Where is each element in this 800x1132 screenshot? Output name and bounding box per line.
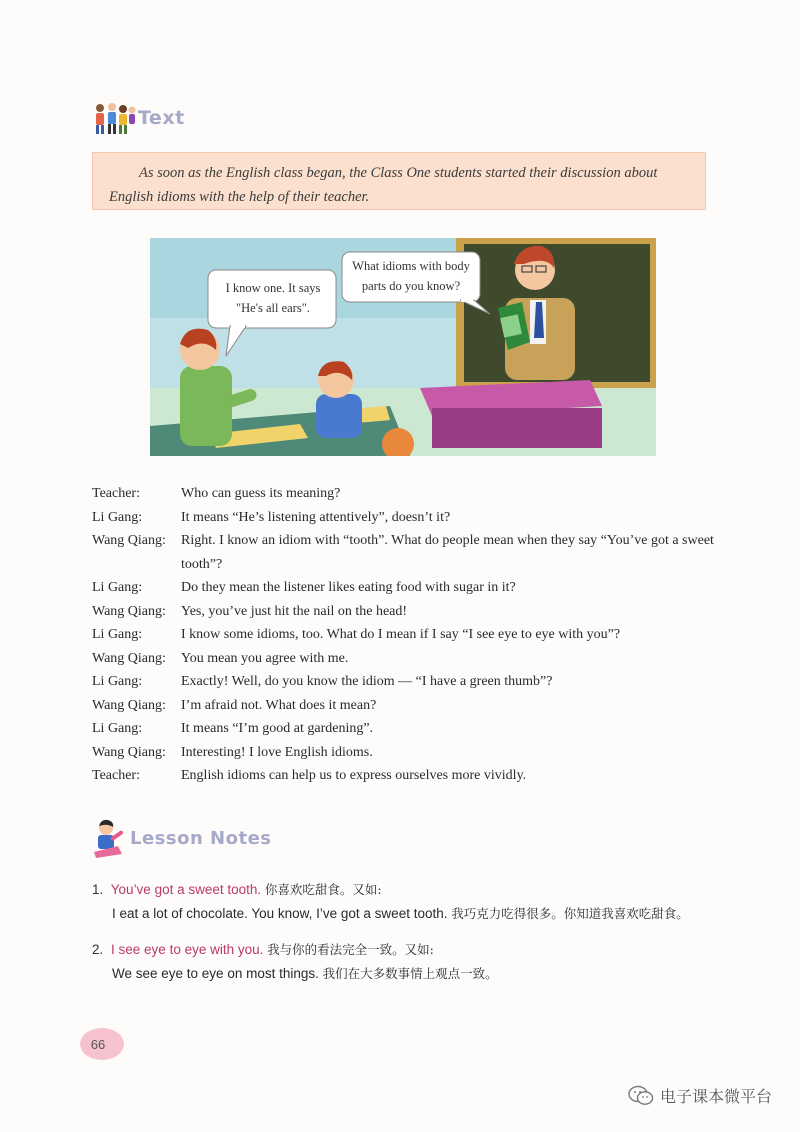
note-example-translation: 我们在大多数事情上观点一致。 xyxy=(322,966,498,981)
speaker: Wang Qiang: xyxy=(92,650,166,666)
speech: I’m afraid not. What does it mean? xyxy=(181,697,377,713)
watermark-text: 电子课本微平台 xyxy=(659,1087,772,1106)
speech: You mean you agree with me. xyxy=(181,650,349,666)
dialogue-line xyxy=(92,600,722,624)
speaker: Li Gang: xyxy=(92,627,143,642)
note-gloss: 我与你的看法完全一致。又如: xyxy=(267,942,434,957)
note-phrase: I see eye to eye with you. xyxy=(111,942,264,957)
speech: Right. I know an idiom with “tooth”. What do people mean when they say “You’ve got a sweet tooth”? xyxy=(181,533,714,572)
note-example: I eat a lot of chocolate. You know, I’ve got a sweet tooth. xyxy=(112,906,448,921)
dialogue-line xyxy=(92,529,722,576)
note-number: 2. xyxy=(92,942,104,957)
note-gloss: 你喜欢吃甜食。又如: xyxy=(264,882,382,897)
note-item xyxy=(92,878,722,926)
dialogue-line xyxy=(92,741,722,765)
note-item xyxy=(92,938,722,986)
speaker: Li Gang: xyxy=(92,509,143,525)
speech: It means “I’m good at gardening”. xyxy=(181,721,374,736)
lesson-notes-title: Lesson Notes xyxy=(130,827,272,849)
wechat-icon xyxy=(628,1085,654,1107)
dialogue xyxy=(92,482,722,788)
dialogue-line xyxy=(92,670,722,694)
intro-text: As soon as the English class began, the Class One students started their discussion about English idioms with the help of their teacher. xyxy=(109,165,658,205)
text-section-title: Text xyxy=(138,107,185,129)
student-speech-bubble: I know one. It says "He's all ears". xyxy=(225,281,321,315)
speaker: Wang Qiang: xyxy=(92,533,166,548)
speech: Exactly! Well, do you know the idiom — “I have a green thumb”? xyxy=(181,674,553,689)
speaker: Wang Qiang: xyxy=(92,744,166,760)
speaker: Teacher: xyxy=(92,486,140,501)
lesson-notes xyxy=(92,878,722,998)
dialogue-line xyxy=(92,482,722,506)
note-phrase: You’ve got a sweet tooth. xyxy=(110,882,262,897)
text-section-heading xyxy=(92,100,185,136)
page-number xyxy=(80,1028,124,1060)
speaker: Wang Qiang: xyxy=(92,603,166,619)
speech: Yes, you’ve just hit the nail on the head! xyxy=(181,603,408,619)
dialogue-line xyxy=(92,694,722,718)
note-number: 1. xyxy=(92,882,104,897)
dialogue-line xyxy=(92,623,722,647)
speech: Do they mean the listener likes eating food with sugar in it? xyxy=(181,580,516,595)
speaker: Teacher: xyxy=(92,768,140,783)
speaker: Li Gang: xyxy=(92,721,143,736)
speech: Who can guess its meaning? xyxy=(181,486,341,501)
teacher-speech-bubble: What idioms with body parts do you know? xyxy=(352,259,470,293)
note-example: We see eye to eye on most things. xyxy=(112,966,319,981)
students-group-icon xyxy=(92,100,136,136)
speaker: Li Gang: xyxy=(92,580,143,595)
dialogue-line xyxy=(92,506,722,530)
lesson-notes-heading xyxy=(92,818,272,858)
note-example-translation: 我巧克力吃得很多。你知道我喜欢吃甜食。 xyxy=(451,906,689,921)
page-number-text: 66 xyxy=(90,1036,106,1052)
speech: Interesting! I love English idioms. xyxy=(181,744,373,760)
speaker: Wang Qiang: xyxy=(92,697,166,713)
intro-box xyxy=(92,152,706,210)
speech: I know some idioms, too. What do I mean if I say “I see eye to eye with you”? xyxy=(181,627,621,642)
dialogue-line xyxy=(92,717,722,741)
speaker: Li Gang: xyxy=(92,674,143,689)
classroom-illustration xyxy=(150,238,656,456)
dialogue-line xyxy=(92,764,722,788)
dialogue-line xyxy=(92,576,722,600)
speech: English idioms can help us to express ourselves more vividly. xyxy=(181,768,527,783)
dialogue-line xyxy=(92,647,722,671)
watermark xyxy=(628,1084,772,1107)
speech: It means “He’s listening attentively”, doesn’t it? xyxy=(181,509,451,525)
student-writing-icon xyxy=(92,818,128,858)
